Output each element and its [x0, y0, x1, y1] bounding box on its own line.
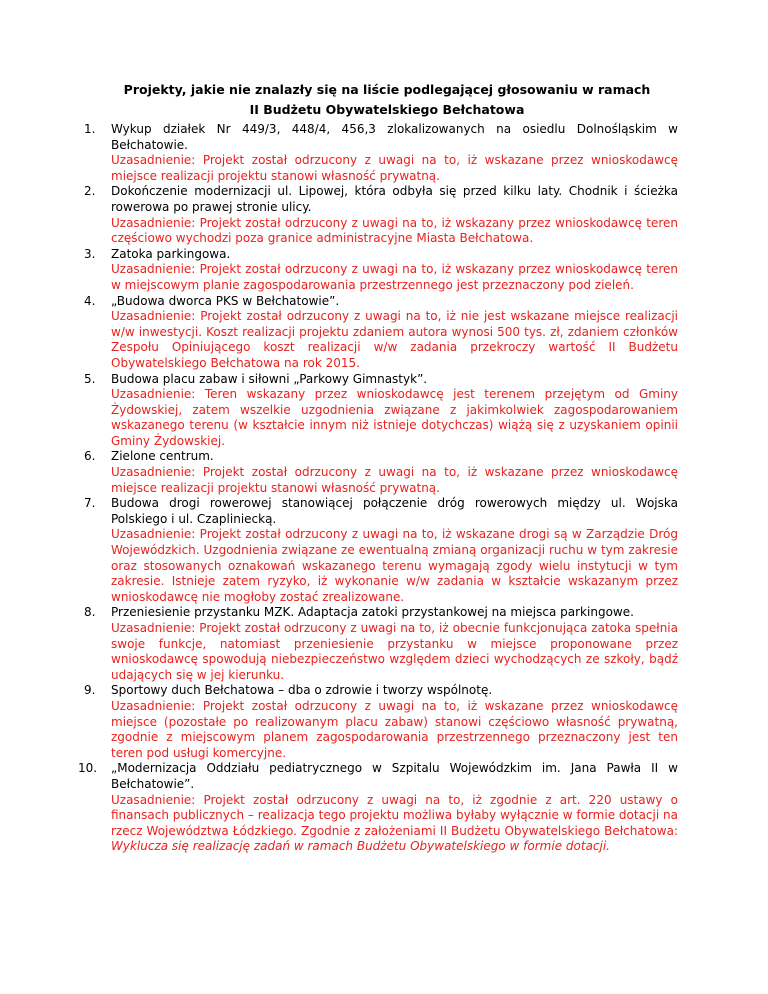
item-reason: Uzasadnienie: Projekt został odrzucony z uwagi na to, iż wskazany przez wnioskodawcę teren częściowo wychodzi poza granice administracyjne Miasta Bełchatowa. [111, 215, 678, 246]
list-item [84, 247, 678, 294]
item-number: 5. [84, 371, 96, 386]
item-reason: Uzasadnienie: Projekt został odrzucony z uwagi na to, iż obecnie funkcjonująca zatoka spełnia swoje funkcje, natomiast przeniesienie przystanku w miejsce proponowane przez wnioskodawcę spowodują niebezpieczeństwo względem dzieci wychodzących ze szkoły, bądź udających się w jej kierunku. [111, 621, 678, 682]
item-number: 6. [84, 449, 96, 464]
item-title: Budowa placu zabaw i siłowni „Parkowy Gimnastyk”. [111, 371, 428, 386]
item-reason: Uzasadnienie: Projekt został odrzucony z uwagi na to, iż wskazane przez wnioskodawcę miejsce (pozostałe po realizowanym placu zabaw) stanowi częściowo własność prywatną, zgodnie z miejscowym planem zagospodarowania przestrzennego przeznaczony jest ten teren pod usługi komercyjne. [111, 698, 678, 760]
item-reason: Uzasadnienie: Projekt został odrzucony z uwagi na to, iż wskazane przez wnioskodawcę miejsce realizacji projektu stanowi własność prywatną. [111, 153, 678, 183]
item-reason: Uzasadnienie: Projekt został odrzucony z uwagi na to, iż wskazane przez wnioskodawcę miejsce realizacji projektu stanowi własność prywatną. [111, 465, 678, 495]
item-title: Sportowy duch Bełchatowa – dba o zdrowie i tworzy wspólnotę. [111, 683, 493, 698]
item-title: „Budowa dworca PKS w Bełchatowie”. [111, 293, 340, 308]
item-number: 1. [84, 122, 96, 136]
item-reason: Uzasadnienie: Teren wskazany przez wnioskodawcę jest terenem przejętym od Gminy Żydowskiej, zatem wszelkie uzgodnienia związane z jakimkolwiek zagospodarowaniem wskazanego terenu (w kształcie innym niż istnieje dotychczas) wiążą się z uzyskaniem opinii Gminy Żydowskiej. [111, 387, 678, 448]
item-title: Budowa drogi rowerowej stanowiącej połączenie dróg rowerowych między ul. Wojska Polskiego i ul. Czapliniecką. [111, 496, 678, 526]
item-title: Dokończenie modernizacji ul. Lipowej, która odbyła się przed kilku laty. Chodnik i ścieżka rowerowa po prawej stronie ulicy. [111, 184, 678, 214]
item-reason: Uzasadnienie: Projekt został odrzucony z uwagi na to, iż nie jest wskazane miejsce realizacji w/w inwestycji. Koszt realizacji projektu zdaniem autora wynosi 500 tys. zł, zdaniem członków Zespołu Opiniującego koszt realizacji w/w zadania przekroczy wartość II Budżetu Obywatelskiego Bełchatowa na rok 2015. [111, 309, 678, 370]
item-reason: Uzasadnienie: Projekt został odrzucony z uwagi na to, iż wskazane drogi są w Zarządzie Dróg Wojewódzkich. Uzgodnienia związane ze ewentualną zmianą organizacji ruchu w tym zakresie oraz stosowanych oznakowań wskazanego terenu wymagają zgody wielu instytucji w tym zakresie. Istnieje zatem ryzyko, iż wykonanie w/w zadania w kształcie wskazanym przez wnioskodawcę nie mogłoby zostać zrealizowane. [111, 527, 678, 604]
item-title: Przeniesienie przystanku MZK. Adaptacja zatoki przystankowej na miejsca parkingowe. [111, 605, 634, 620]
item-number: 4. [84, 293, 96, 308]
title-line-1: Projekty, jakie nie znalazły się na liście podlegającej głosowaniu w ramach [123, 82, 651, 97]
title-line-2: II Budżetu Obywatelskiego Bełchatowa [249, 102, 525, 117]
item-title: Zielone centrum. [111, 449, 214, 464]
item-reason-text: Uzasadnienie: Projekt został odrzucony z uwagi na to, iż zgodnie z art. 220 ustawy o finansach publicznych – realizacja tego projektu możliwa byłaby wyłącznie w formie dotacji na rzecz Województwa Łódzkiego. Zgodnie z założeniami II Budżetu Obywatelskiego Bełchatowa: [111, 792, 678, 838]
list-item [84, 184, 678, 246]
item-number: 2. [84, 184, 96, 199]
list-item [84, 449, 678, 496]
item-title: „Modernizacja Oddziału pediatrycznego w Szpitalu Wojewódzkim im. Jana Pawła II w Bełchatowie”. [111, 761, 678, 791]
rejected-projects-list [78, 122, 678, 855]
item-reason-italic: Wyklucza się realizację zadań w ramach Budżetu Obywatelskiego w formie dotacji. [111, 839, 610, 854]
item-title: Wykup działek Nr 449/3, 448/4, 456,3 zlokalizowanych na osiedlu Dolnośląskim w Bełchatowie. [111, 122, 678, 152]
item-title: Zatoka parkingowa. [111, 246, 231, 261]
list-item [84, 683, 678, 761]
item-reason: Uzasadnienie: Projekt został odrzucony z uwagi na to, iż wskazany przez wnioskodawcę teren w miejscowym planie zagospodarowania przestrzennego jest przeznaczony pod zieleń. [111, 262, 678, 292]
document-title [110, 80, 664, 120]
list-item [78, 761, 678, 855]
list-item [84, 294, 678, 372]
item-number: 3. [84, 246, 96, 261]
list-item [84, 122, 678, 184]
item-number: 7. [84, 496, 96, 511]
list-item [84, 605, 678, 683]
item-number: 8. [84, 605, 96, 620]
item-reason [111, 793, 678, 855]
list-item [84, 372, 678, 450]
list-item [84, 496, 678, 605]
item-number: 10. [78, 761, 98, 776]
item-number: 9. [84, 683, 96, 698]
